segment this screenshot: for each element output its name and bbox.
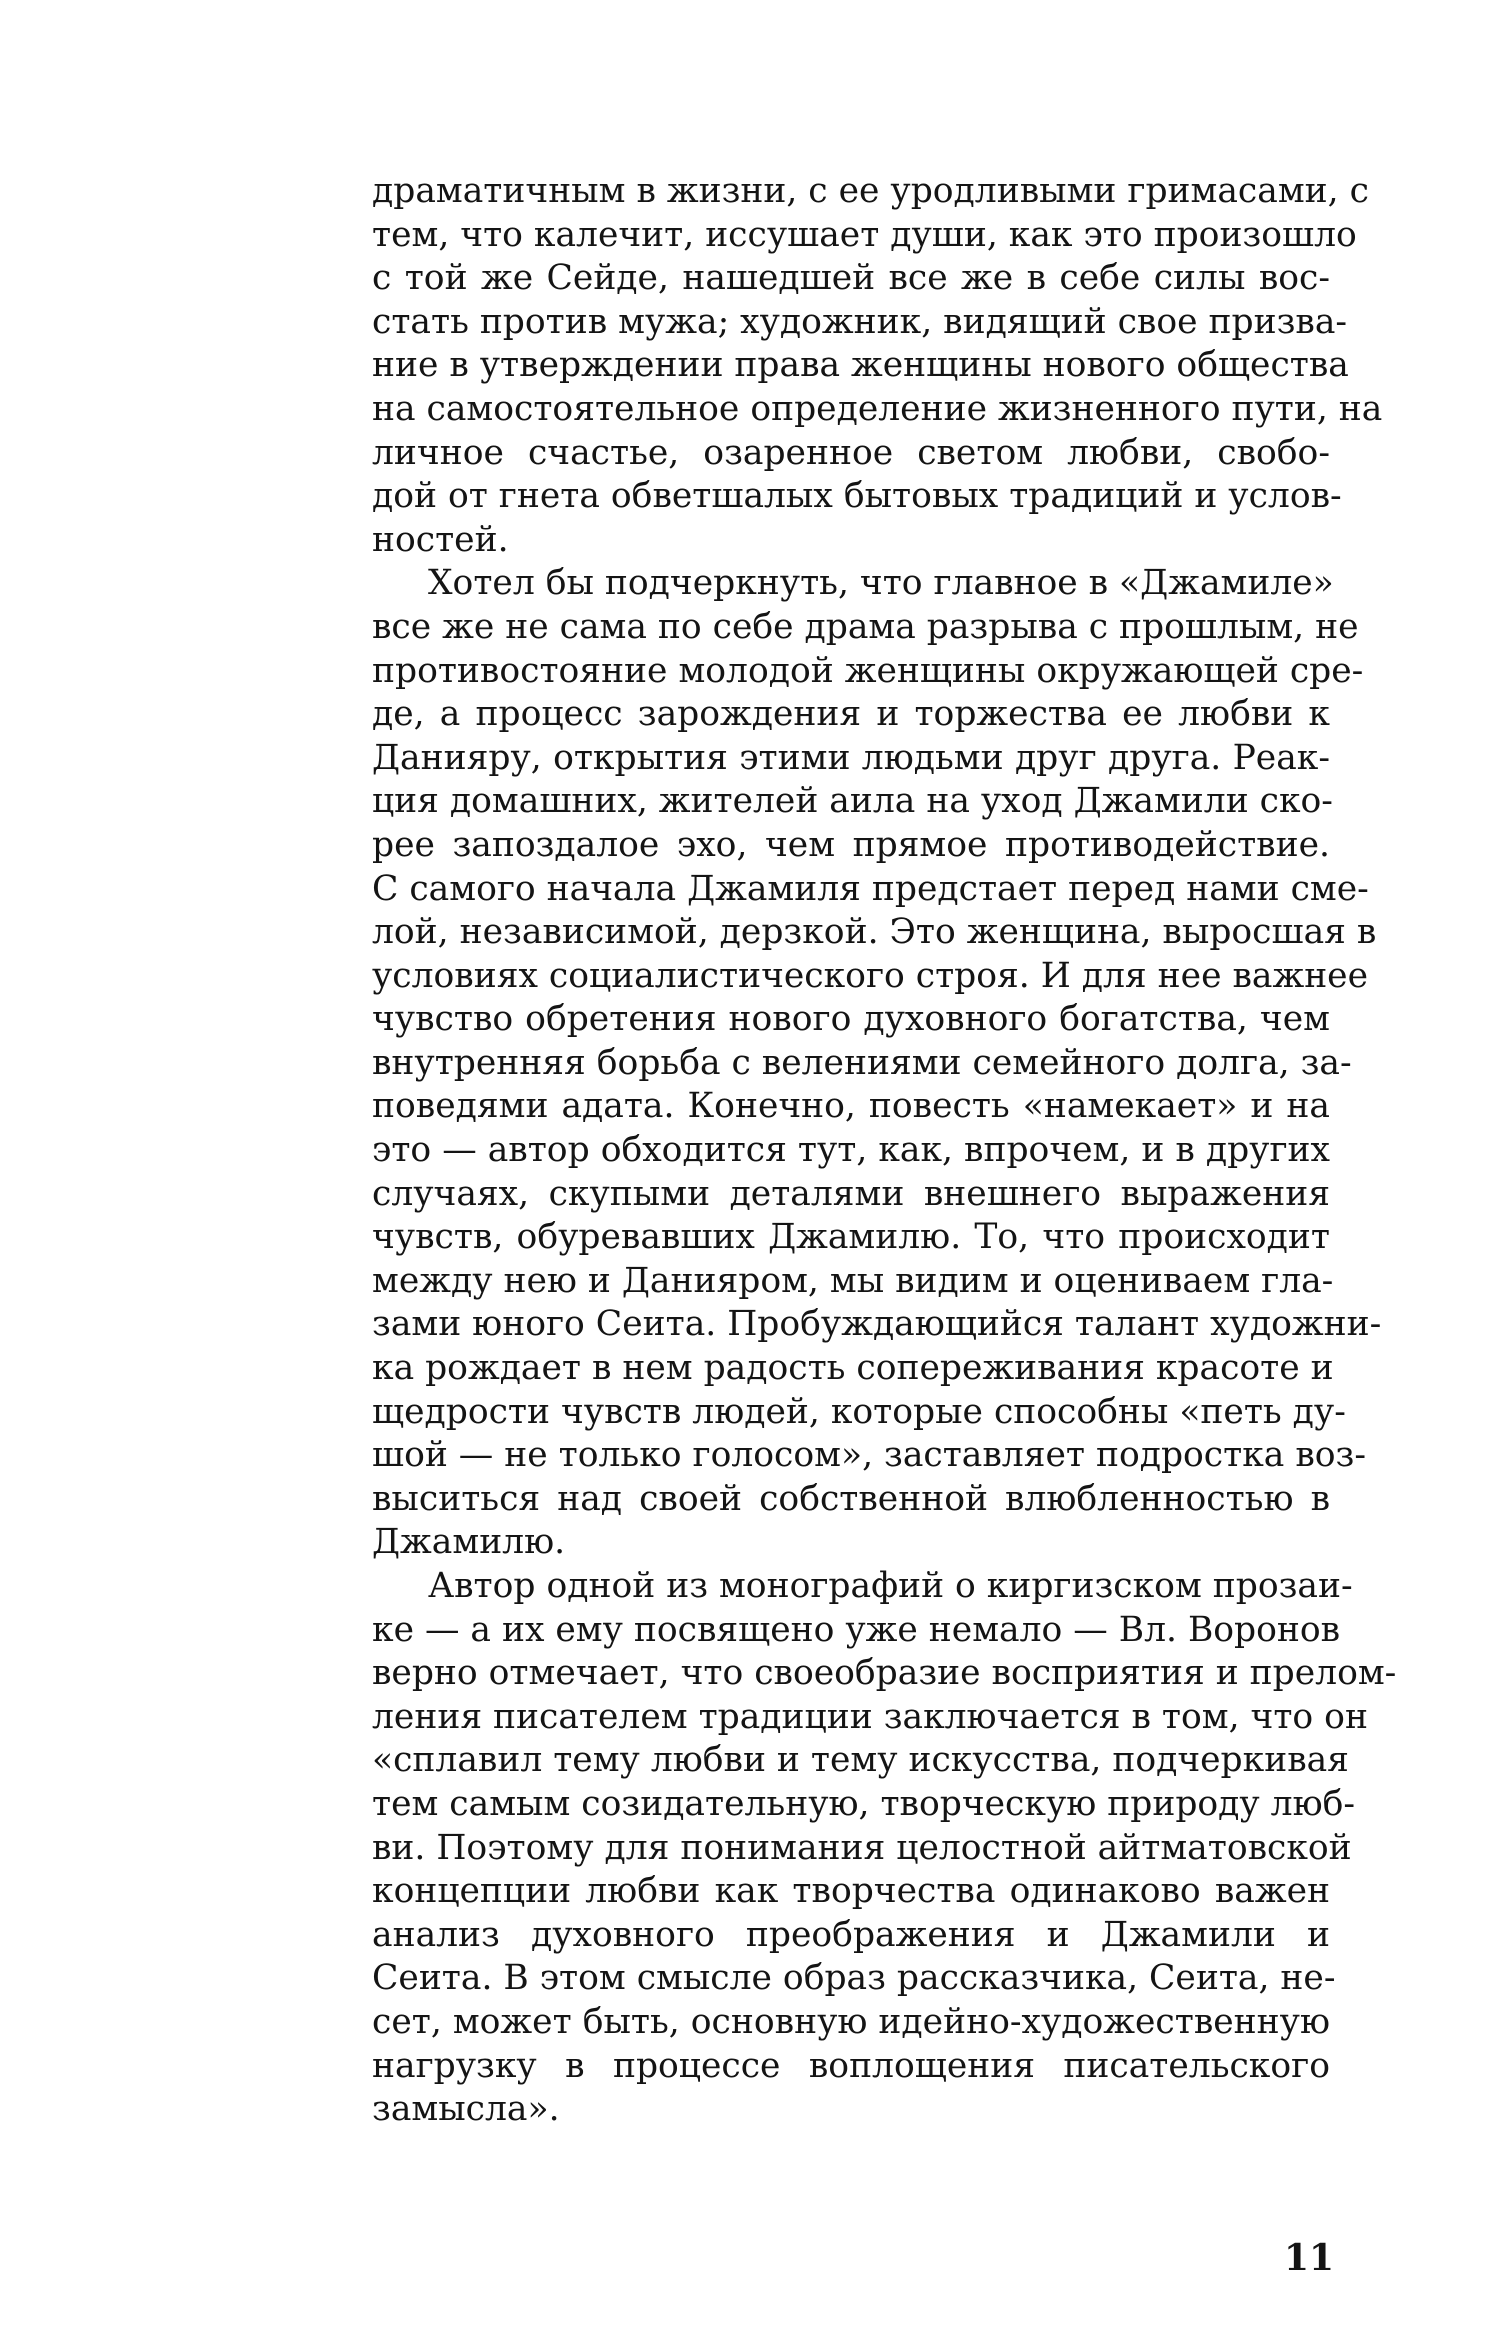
- text-line: сет, может быть, основную идейно-художественную: [372, 2001, 1330, 2042]
- text-line: щедрости чувств людей, которые способны «петь ду-: [372, 1391, 1346, 1432]
- text-line: на самостоятельное определение жизненного пути, на: [372, 388, 1383, 429]
- text-line: все же не сама по себе драма разрыва с прошлым, не: [372, 606, 1359, 647]
- text-line: ления писателем традиции заключается в том, что он: [372, 1696, 1368, 1737]
- paragraph: [372, 562, 1382, 1565]
- text-line: между нею и Данияром, мы видим и оцениваем гла-: [372, 1260, 1334, 1301]
- text-line: Джамилю.: [372, 1522, 566, 1563]
- text-line: зами юного Сеита. Пробуждающийся талант художни-: [372, 1304, 1382, 1345]
- text-line: ция домашних, жителей аила на уход Джамили ско-: [372, 781, 1333, 822]
- text-line: лой, независимой, дерзкой. Это женщина, выросшая в: [372, 912, 1377, 953]
- text-line: ностей.: [372, 519, 509, 560]
- text-line: дой от гнета обветшалых бытовых традиций и услов-: [372, 476, 1342, 517]
- text-line: рее запоздалое эхо, чем прямое противодействие.: [372, 824, 1330, 865]
- page-number: 11: [1284, 2237, 1335, 2279]
- text-line: де, а процесс зарождения и торжества ее любви к: [372, 694, 1330, 735]
- text-line: ка рождает в нем радость сопереживания красоте и: [372, 1348, 1334, 1389]
- text-line: ние в утверждении права женщины нового общества: [372, 345, 1349, 386]
- text-line: драматичным в жизни, с ее уродливыми гримасами, с: [372, 171, 1369, 211]
- text-line: «сплавил тему любви и тему искусства, подчеркивая: [372, 1740, 1349, 1781]
- text-line: случаях, скупыми деталями внешнего выражения: [372, 1173, 1330, 1214]
- text-line: это — автор обходится тут, как, впрочем, и в других: [372, 1130, 1330, 1171]
- text-line: тем, что калечит, иссушает души, как это произошло: [372, 214, 1357, 255]
- text-line: условиях социалистического строя. И для нее важнее: [372, 955, 1369, 996]
- paragraph: [372, 1565, 1397, 2132]
- text-line: поведями адата. Конечно, повесть «намекает» и на: [372, 1086, 1330, 1127]
- paragraph: [372, 170, 1383, 562]
- text-line: ке — а их ему посвящено уже немало — Вл. Воронов: [372, 1609, 1341, 1650]
- text-line: внутренняя борьба с велениями семейного долга, за-: [372, 1042, 1352, 1083]
- text-line: с той же Сейде, нашедшей все же в себе силы вос-: [372, 258, 1330, 299]
- text-line: концепции любви как творчества одинаково важен: [372, 1871, 1330, 1912]
- text-line: нагрузку в процессе воплощения писательского: [372, 2045, 1330, 2086]
- text-line: чувство обретения нового духовного богатства, чем: [372, 999, 1330, 1040]
- text-line: Хотел бы подчеркнуть, что главное в «Джамиле»: [428, 563, 1334, 604]
- text-line: Сеита. В этом смысле образ рассказчика, Сеита, не-: [372, 1958, 1336, 1999]
- text-line: замысла».: [372, 2089, 560, 2130]
- text-line: ви. Поэтому для понимания целостной айтматовской: [372, 1827, 1352, 1868]
- text-line: Автор одной из монографий о киргизском прозаи-: [428, 1566, 1353, 1606]
- text-line: личное счастье, озаренное светом любви, свобо-: [372, 432, 1330, 473]
- text-line: чувств, обуревавших Джамилю. То, что происходит: [372, 1217, 1330, 1258]
- text-line: верно отмечает, что своеобразие восприятия и прелом-: [372, 1653, 1397, 1694]
- text-line: анализ духовного преображения и Джамили и: [372, 1914, 1330, 1955]
- text-line: выситься над своей собственной влюбленностью в: [372, 1478, 1330, 1519]
- text-line: С самого начала Джамиля предстает перед нами сме-: [372, 868, 1369, 909]
- text-line: тем самым созидательную, творческую природу люб-: [372, 1783, 1356, 1824]
- text-line: шой — не только голосом», заставляет подростка воз-: [372, 1435, 1366, 1476]
- page-body: [372, 170, 1397, 2132]
- text-line: Данияру, открытия этими людьми друг друга. Реак-: [372, 737, 1330, 778]
- text-line: противостояние молодой женщины окружающей сре-: [372, 650, 1364, 691]
- text-line: стать против мужа; художник, видящий свое призва-: [372, 301, 1348, 342]
